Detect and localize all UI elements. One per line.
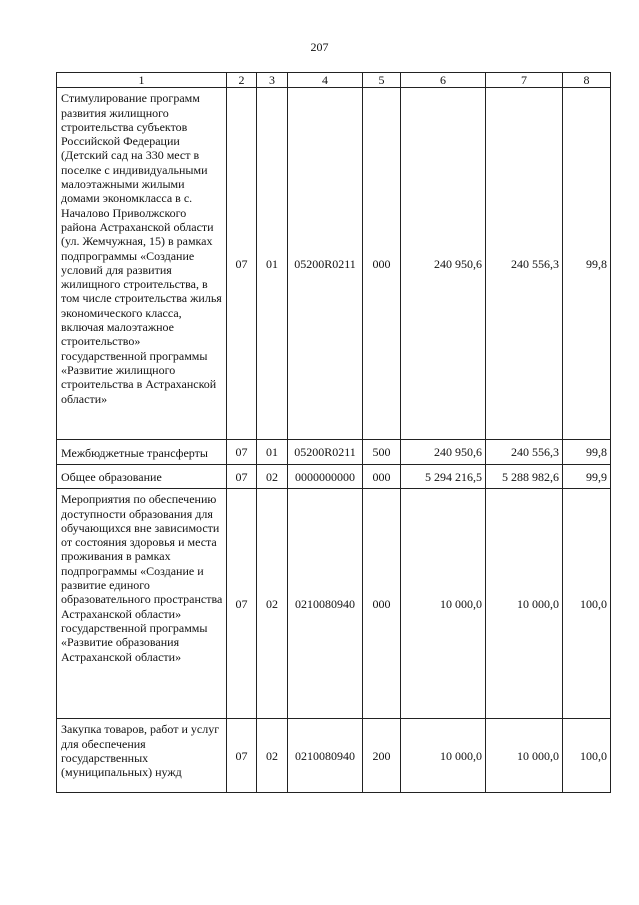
section-code: 07 <box>227 719 257 793</box>
plan-amount: 10 000,0 <box>401 489 486 719</box>
section-code: 07 <box>227 489 257 719</box>
table-row <box>57 719 611 793</box>
fact-amount: 5 288 982,6 <box>486 465 563 489</box>
row-name: Мероприятия по обеспечению доступности образования для обучающихся вне зависимости от состояния здоровья и места проживания в рамках подпрограммы «Создание и развитие единого образовательного пространства Астраханской области» государственной программы «Развитие образования Астраханской области» <box>57 489 227 719</box>
row-name: Закупка товаров, работ и услуг для обеспечения государственных (муниципальных) нужд <box>57 719 227 793</box>
expense-type-code: 500 <box>363 440 401 465</box>
header-row <box>57 73 611 88</box>
budget-table <box>56 72 611 793</box>
column-header: 6 <box>401 73 486 88</box>
plan-amount: 10 000,0 <box>401 719 486 793</box>
subsection-code: 02 <box>257 489 288 719</box>
fact-amount: 240 556,3 <box>486 440 563 465</box>
column-header: 5 <box>363 73 401 88</box>
subsection-code: 01 <box>257 88 288 440</box>
column-header: 1 <box>57 73 227 88</box>
table-row <box>57 489 611 719</box>
column-header: 7 <box>486 73 563 88</box>
table-row <box>57 440 611 465</box>
subsection-code: 01 <box>257 440 288 465</box>
row-name: Межбюджетные трансферты <box>57 440 227 465</box>
row-name: Стимулирование программ развития жилищного строительства субъектов Российской Федерации (Детский сад на 330 мест в поселке с индивидуальными малоэтажными жилыми домами экономкласса в с. Началово Приволжского района Астраханской области (ул. Жемчужная, 15) в рамках подпрограммы «Создание условий для развития жилищного строительства, в том числе строительства жилья экономического класса, включая малоэтажное строительство» государственной программы «Развитие жилищного строительства в Астраханской области» <box>57 88 227 440</box>
execution-percent: 100,0 <box>563 489 611 719</box>
subsection-code: 02 <box>257 465 288 489</box>
fact-amount: 10 000,0 <box>486 719 563 793</box>
expense-type-code: 000 <box>363 88 401 440</box>
section-code: 07 <box>227 440 257 465</box>
execution-percent: 99,9 <box>563 465 611 489</box>
target-article-code: 0210080940 <box>288 489 363 719</box>
target-article-code: 0210080940 <box>288 719 363 793</box>
plan-amount: 5 294 216,5 <box>401 465 486 489</box>
target-article-code: 05200R0211 <box>288 440 363 465</box>
plan-amount: 240 950,6 <box>401 88 486 440</box>
section-code: 07 <box>227 465 257 489</box>
page-number: 207 <box>310 40 329 54</box>
target-article-code: 0000000000 <box>288 465 363 489</box>
plan-amount: 240 950,6 <box>401 440 486 465</box>
column-header: 8 <box>563 73 611 88</box>
expense-type-code: 000 <box>363 465 401 489</box>
table-row <box>57 88 611 440</box>
section-code: 07 <box>227 88 257 440</box>
expense-type-code: 000 <box>363 489 401 719</box>
execution-percent: 100,0 <box>563 719 611 793</box>
table-row <box>57 465 611 489</box>
subsection-code: 02 <box>257 719 288 793</box>
fact-amount: 240 556,3 <box>486 88 563 440</box>
fact-amount: 10 000,0 <box>486 489 563 719</box>
column-header: 4 <box>288 73 363 88</box>
column-header: 2 <box>227 73 257 88</box>
target-article-code: 05200R0211 <box>288 88 363 440</box>
execution-percent: 99,8 <box>563 440 611 465</box>
expense-type-code: 200 <box>363 719 401 793</box>
row-name: Общее образование <box>57 465 227 489</box>
column-header: 3 <box>257 73 288 88</box>
execution-percent: 99,8 <box>563 88 611 440</box>
